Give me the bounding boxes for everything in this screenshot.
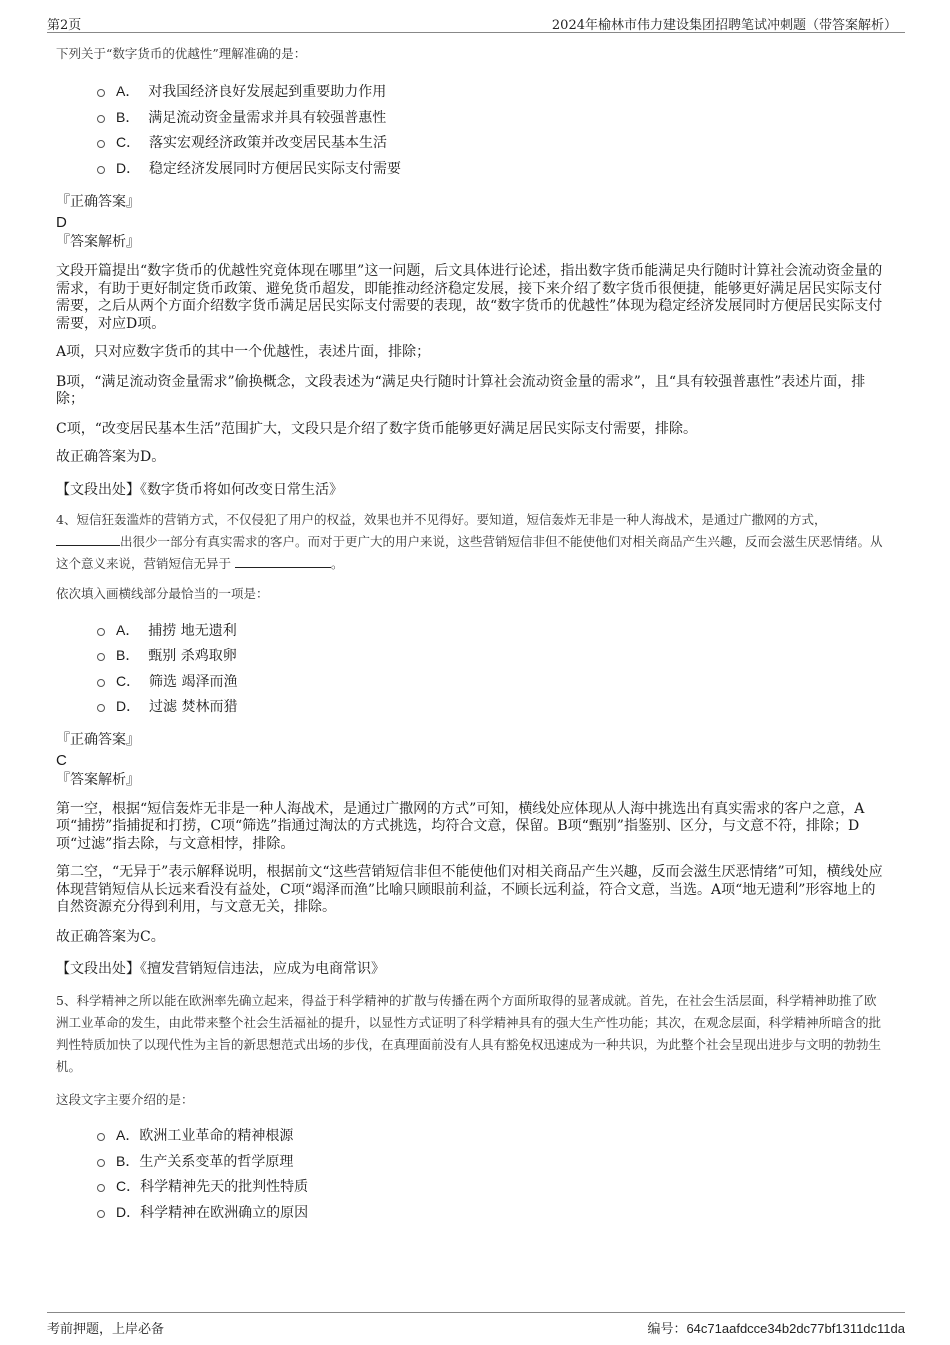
q3-analysis-a: A项，只对应数字货币的其中一个优越性，表述片面，排除； xyxy=(56,344,431,360)
q4-analysis-1: 第一空，根据“短信轰炸无非是一种人海战术，是通过广撒网的方式”可知，横线处应体现从人海中挑选出有真实需求的客户之意，A项“捕捞”指捕捉和打捞，C项“筛选”指通过淘汰的方式挑选，均符合文意，保留。B项“甄别”指鉴别、区分，与文意不符，排除；D项“过滤”指去除，与文意相悖，排除。 xyxy=(56,800,865,852)
page-content xyxy=(56,44,884,1226)
radio-icon[interactable] xyxy=(97,1133,105,1141)
q3-analysis-main: 文段开篇提出“数字货币的优越性究竟体现在哪里”这一问题，后文具体进行论述，指出数字货币能满足央行随时计算社会流动资金量的需求，有助于更好制定货币政策、避免货币超发，即能推动经济稳定发展，接下来介绍了数字货币很便捷，能够更好满足居民实际支付需要，之后从两个方面介绍数字货币满足居民实际支付需要的表现，故“数字货币的优越性”体现为稳定经济发展同时方便居民实际支付需要，对应D项。 xyxy=(56,263,883,332)
radio-icon[interactable] xyxy=(97,704,105,712)
page-header xyxy=(47,10,905,33)
radio-icon[interactable] xyxy=(97,628,105,636)
q4-options xyxy=(56,619,884,721)
radio-icon[interactable] xyxy=(97,140,105,148)
q3-conclusion: 故正确答案为D。 xyxy=(56,449,166,465)
q4-option-a[interactable]: A． 捕捞 地无遗利 xyxy=(56,619,884,645)
q5-options xyxy=(56,1124,884,1226)
correct-answer-label: 『正确答案』 xyxy=(56,194,140,210)
question-5 xyxy=(56,990,884,1226)
page-number: 第2页 xyxy=(47,18,82,33)
q5-option-c[interactable]: C．科学精神先天的批判性特质 xyxy=(56,1175,884,1201)
q4-text: 4、短信狂轰滥炸的营销方式，不仅侵犯了用户的权益，效果也并不见得好。要知道，短信轰炸无非是一种人海战术，是通过广撒网的方式，出很少一部分有真实需求的客户。而对于更广大的用户来说，这些营销短信非但不能使他们对相关商品产生兴趣，反而会滋生厌恶情绪。从这个意义来说，营销短信无异于 。 xyxy=(56,511,883,571)
radio-icon[interactable] xyxy=(97,1184,105,1192)
blank-1 xyxy=(56,533,120,546)
q4-conclusion: 故正确答案为C。 xyxy=(56,928,165,945)
question-4 xyxy=(56,509,884,980)
radio-icon[interactable] xyxy=(97,1159,105,1167)
radio-icon[interactable] xyxy=(97,653,105,661)
radio-icon[interactable] xyxy=(97,679,105,687)
q4-analysis-2: 第二空，“无异于”表示解释说明，根据前文“这些营销短信非但不能使他们对相关商品产生兴趣，反而会滋生厌恶情绪”可知，横线处应体现营销短信从长远来看没有益处，C项“竭泽而渔”比喻只顾眼前利益，不顾长远利益，符合文意，当选。A项“地无遗利”形容地上的自然资源充分得到利用，与文意无关，排除。 xyxy=(56,864,883,915)
q4-answer: C xyxy=(56,751,67,769)
q3-option-a[interactable]: A． 对我国经济良好发展起到重要助力作用 xyxy=(56,80,884,106)
question-3 xyxy=(56,44,884,500)
q3-answer: D xyxy=(56,214,67,231)
radio-icon[interactable] xyxy=(97,166,105,174)
q3-option-c[interactable]: C． 落实宏观经济政策并改变居民基本生活 xyxy=(56,131,884,157)
correct-answer-label: 『正确答案』 xyxy=(56,731,140,748)
q3-option-b[interactable]: B． 满足流动资金量需求并具有较强普惠性 xyxy=(56,106,884,132)
q5-prompt: 这段文字主要介绍的是： xyxy=(56,1092,194,1107)
q3-options xyxy=(56,80,884,182)
q3-source: 【文段出处】《数字货币将如何改变日常生活》 xyxy=(56,481,343,498)
q4-source: 【文段出处】《擅发营销短信违法，应成为电商常识》 xyxy=(56,961,385,977)
q5-option-d[interactable]: D．科学精神在欧洲确立的原因 xyxy=(56,1201,884,1227)
analysis-label: 『答案解析』 xyxy=(56,234,140,250)
document-title: 2024年榆林市伟力建设集团招聘笔试冲刺题（带答案解析） xyxy=(551,18,897,33)
q4-option-d[interactable]: D． 过滤 焚林而猎 xyxy=(56,695,884,721)
q4-option-c[interactable]: C． 筛选 竭泽而渔 xyxy=(56,670,884,696)
q3-analysis-c: C项，“改变居民基本生活”范围扩大，文段只是介绍了数字货币能够更好满足居民实际支付需要，排除。 xyxy=(56,420,698,437)
radio-icon[interactable] xyxy=(97,115,105,123)
q3-prompt: 下列关于“数字货币的优越性”理解准确的是： xyxy=(56,46,307,61)
radio-icon[interactable] xyxy=(97,1210,105,1218)
q5-text: 5、科学精神之所以能在欧洲率先确立起来，得益于科学精神的扩散与传播在两个方面所取得的显著成就。首先，在社会生活层面，科学精神助推了欧洲工业革命的发生，由此带来整个社会生活福祉的提升，以显性方式证明了科学精神具有的强大生产性功能；其次，在观念层面，科学精神所暗含的批判性特质加快了以现代性为主旨的新思想范式出场的步伐，在真理面前没有人具有豁免权迅速成为一种共识，为此整个社会呈现出进步与文明的勃勃生机。 xyxy=(56,993,882,1074)
q4-option-b[interactable]: B． 甄别 杀鸡取卵 xyxy=(56,644,884,670)
q4-prompt: 依次填入画横线部分最恰当的一项是： xyxy=(56,585,269,601)
footer-slogan: 考前押题，上岸必备 xyxy=(47,1322,165,1337)
q5-option-b[interactable]: B．生产关系变革的哲学原理 xyxy=(56,1150,884,1176)
document-code: 编号：64c71aafdcce34b2dc77bf1311dc11da xyxy=(647,1321,905,1337)
analysis-label: 『答案解析』 xyxy=(56,771,140,788)
blank-2 xyxy=(235,555,331,568)
page-footer xyxy=(47,1312,905,1337)
q3-option-d[interactable]: D． 稳定经济发展同时方便居民实际支付需要 xyxy=(56,157,884,183)
radio-icon[interactable] xyxy=(97,89,105,97)
q5-option-a[interactable]: A．欧洲工业革命的精神根源 xyxy=(56,1124,884,1150)
q3-analysis-b: B项，“满足流动资金量需求”偷换概念，文段表述为“满足央行随时计算社会流动资金量的需求”，且“具有较强普惠性”表述片面，排除； xyxy=(56,373,866,407)
